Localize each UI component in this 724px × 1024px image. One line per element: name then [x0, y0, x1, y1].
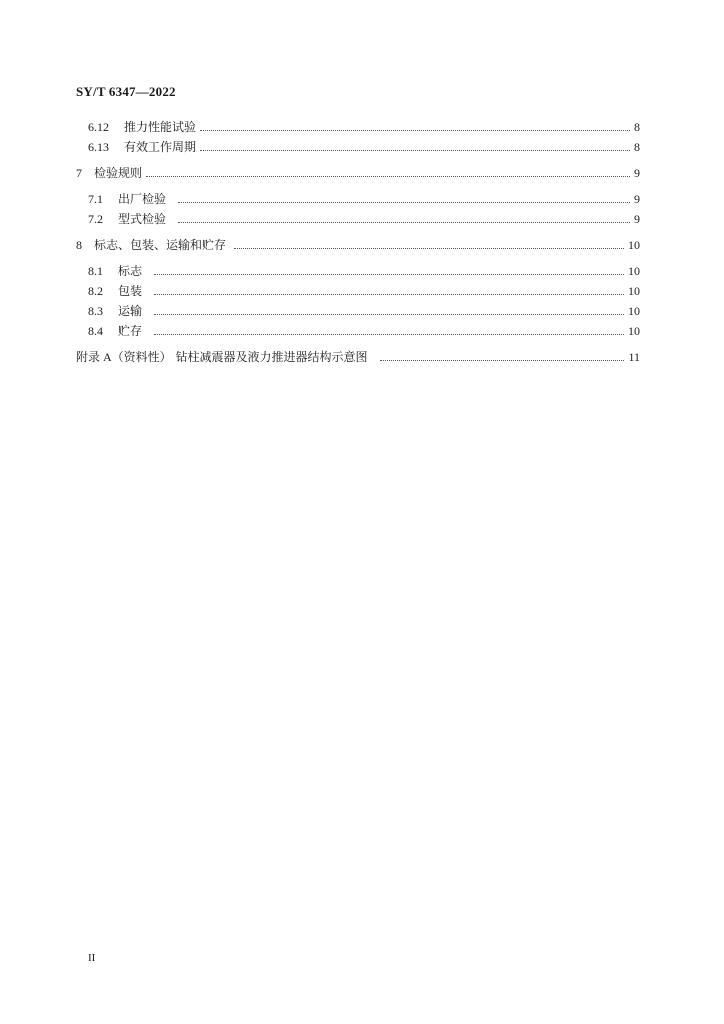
toc-page-number: 10 [628, 324, 640, 338]
toc-page-number: 9 [634, 212, 640, 226]
toc-title: 包装 [118, 284, 143, 298]
dot-leader [154, 314, 624, 315]
toc-title: 标志、包装、运输和贮存 [94, 238, 227, 252]
toc-page-number: 10 [628, 304, 640, 318]
dot-leader [146, 176, 630, 177]
toc-page-number: 10 [628, 238, 640, 252]
toc-title: 贮存 [118, 324, 143, 338]
dot-leader [178, 202, 630, 203]
toc-number: 7.1 [88, 192, 103, 206]
toc-entry-7-1[interactable] [0, 190, 724, 208]
toc-entry-8-2[interactable] [0, 282, 724, 300]
toc-entry-7[interactable] [0, 164, 724, 182]
toc-title: 检验规则 [94, 166, 143, 180]
toc-title: 出厂检验 [118, 192, 167, 206]
toc-number: 7.2 [88, 212, 103, 226]
toc-number: 附录 A [76, 350, 112, 364]
toc-page-number: 9 [634, 192, 640, 206]
document-header: SY/T 6347—2022 [76, 84, 176, 99]
toc-page-number: 9 [634, 166, 640, 180]
toc-entry-8[interactable] [0, 236, 724, 254]
toc-title: 运输 [118, 304, 143, 318]
toc-title: 标志 [118, 264, 143, 278]
toc-entry-6-13[interactable] [0, 138, 724, 156]
toc-entry-8-1[interactable] [0, 262, 724, 280]
toc-number: 8.2 [88, 284, 103, 298]
toc-entry-8-4[interactable] [0, 322, 724, 340]
toc-number: 8.3 [88, 304, 103, 318]
dot-leader [234, 248, 624, 249]
toc-entry-6-12[interactable] [0, 118, 724, 136]
toc-page-number: 10 [628, 264, 640, 278]
toc-entry-7-2[interactable] [0, 210, 724, 228]
dot-leader [200, 150, 630, 151]
toc-number: 8 [76, 238, 82, 252]
toc-number: 7 [76, 166, 82, 180]
dot-leader [380, 360, 625, 361]
dot-leader [178, 222, 630, 223]
toc-entry-appendix-a[interactable] [0, 348, 724, 366]
dot-leader [154, 334, 624, 335]
toc-title: 推力性能试验 [124, 120, 197, 134]
toc-page-number: 8 [634, 140, 640, 154]
page-number-footer: II [88, 952, 96, 964]
dot-leader [154, 274, 624, 275]
toc-number: 8.4 [88, 324, 103, 338]
dot-leader [200, 130, 630, 131]
toc-page-number: 11 [628, 350, 640, 364]
toc-title: 有效工作周期 [124, 140, 197, 154]
toc-title: （资料性） 钻柱减震器及液力推进器结构示意图 [111, 350, 368, 364]
toc-page-number: 10 [628, 284, 640, 298]
toc-entry-8-3[interactable] [0, 302, 724, 320]
toc-number: 6.13 [88, 140, 109, 154]
dot-leader [154, 294, 624, 295]
toc-page-number: 8 [634, 120, 640, 134]
toc-title: 型式检验 [118, 212, 167, 226]
toc-number: 6.12 [88, 120, 109, 134]
toc-number: 8.1 [88, 264, 103, 278]
